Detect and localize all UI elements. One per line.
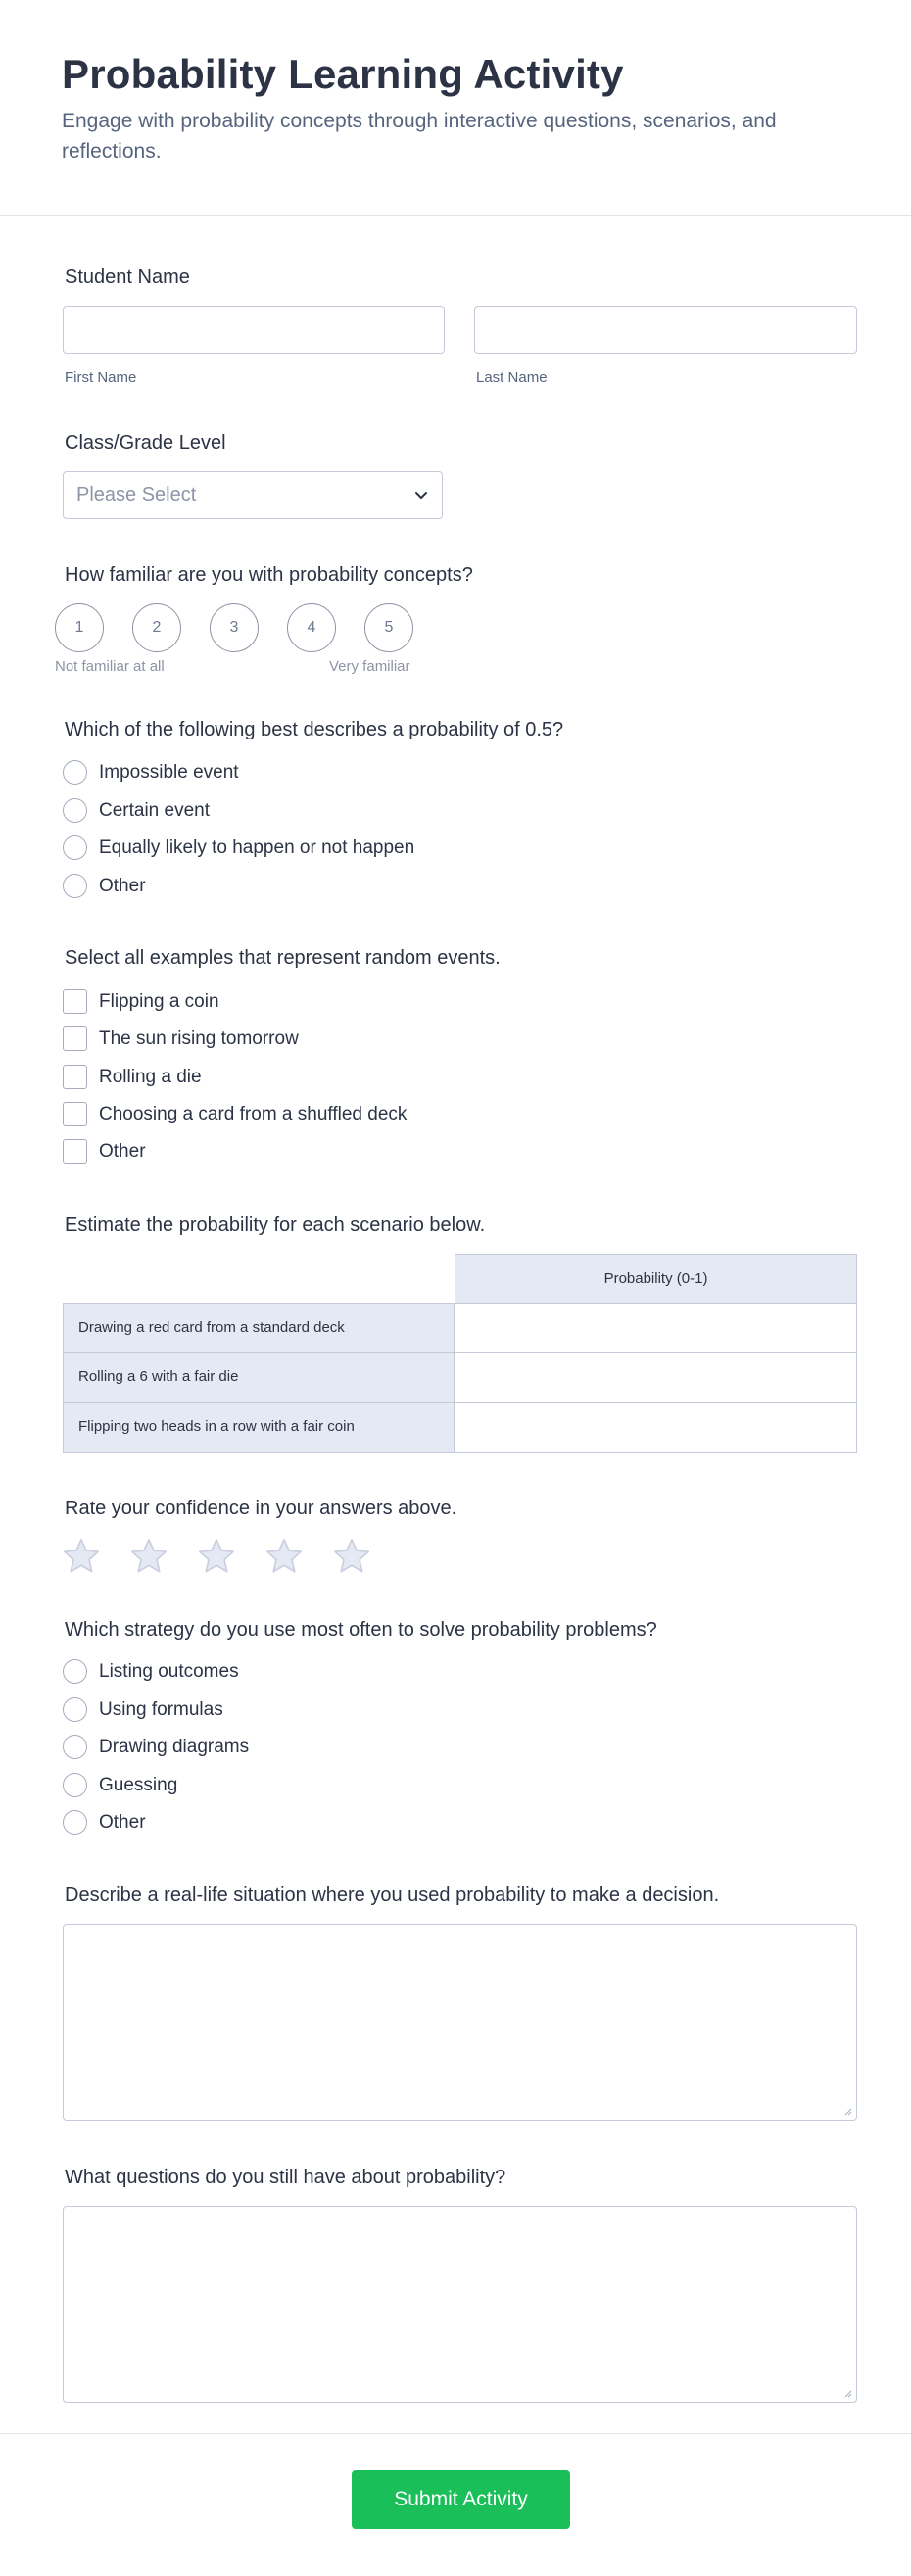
star-icon[interactable] [128, 1536, 169, 1577]
student-name-label: Student Name [65, 266, 190, 288]
checkbox-option-label: The sun rising tomorrow [99, 1028, 299, 1049]
checkbox-option-label: Flipping a coin [99, 991, 219, 1012]
scale-option-2[interactable]: 2 [132, 603, 181, 652]
resize-handle-icon[interactable] [842, 2106, 852, 2116]
last-name-sublabel: Last Name [476, 369, 548, 386]
radio-button[interactable] [63, 1735, 87, 1759]
resize-handle-icon[interactable] [842, 2388, 852, 2398]
form-title: Probability Learning Activity [62, 51, 624, 97]
scale-option-1[interactable]: 1 [55, 603, 104, 652]
first-name-input[interactable] [63, 306, 445, 354]
submit-button[interactable]: Submit Activity [352, 2470, 570, 2529]
checkbox[interactable] [63, 989, 87, 1014]
scale-option-3[interactable]: 3 [210, 603, 259, 652]
matrix-cell-input[interactable] [455, 1403, 857, 1453]
radio-option-label: Using formulas [99, 1699, 223, 1720]
radio-option-label: Impossible event [99, 762, 239, 783]
checkbox[interactable] [63, 1139, 87, 1164]
estimate-matrix [63, 1254, 857, 1453]
radio-option-label: Equally likely to happen or not happen [99, 837, 415, 858]
checkbox[interactable] [63, 1026, 87, 1051]
radio-button[interactable] [63, 874, 87, 898]
radio-button[interactable] [63, 1773, 87, 1797]
checkbox[interactable] [63, 1102, 87, 1126]
scale-low-label: Not familiar at all [55, 658, 165, 675]
chevron-down-icon [412, 486, 430, 503]
radio-option-label: Guessing [99, 1775, 178, 1795]
confidence-label: Rate your confidence in your answers above. [65, 1498, 457, 1519]
form-header [0, 0, 911, 216]
scale-option-4[interactable]: 4 [287, 603, 336, 652]
estimate-label: Estimate the probability for each scenario below. [65, 1215, 486, 1236]
matrix-row-label: Rolling a 6 with a fair die [63, 1353, 455, 1403]
footer-divider [0, 2433, 911, 2434]
radio-button[interactable] [63, 1659, 87, 1684]
matrix-cell-input[interactable] [455, 1353, 857, 1403]
grade-label: Class/Grade Level [65, 432, 226, 453]
matrix-row-label: Drawing a red card from a standard deck [63, 1303, 455, 1353]
strategy-label: Which strategy do you use most often to solve probability problems? [65, 1619, 657, 1641]
first-name-sublabel: First Name [65, 369, 137, 386]
checkbox-option-label: Other [99, 1141, 146, 1162]
radio-option-label: Other [99, 876, 146, 896]
checkbox-option-label: Rolling a die [99, 1067, 202, 1087]
random-events-label: Select all examples that represent random events. [65, 947, 501, 969]
radio-option-label: Certain event [99, 800, 211, 821]
radio-option-label: Drawing diagrams [99, 1737, 250, 1757]
real-life-label: Describe a real-life situation where you used probability to make a decision. [65, 1884, 720, 1906]
radio-button[interactable] [63, 1697, 87, 1722]
star-icon[interactable] [264, 1536, 305, 1577]
questions-label: What questions do you still have about probability? [65, 2167, 506, 2188]
real-life-textarea[interactable] [63, 1924, 857, 2121]
radio-button[interactable] [63, 835, 87, 860]
last-name-input[interactable] [474, 306, 857, 354]
prob-half-label: Which of the following best describes a probability of 0.5? [65, 719, 564, 740]
checkbox[interactable] [63, 1065, 87, 1089]
scale-option-5[interactable]: 5 [364, 603, 413, 652]
star-icon[interactable] [61, 1536, 102, 1577]
radio-option-label: Other [99, 1812, 146, 1833]
familiarity-label: How familiar are you with probability concepts? [65, 564, 473, 586]
matrix-row-label: Flipping two heads in a row with a fair coin [63, 1403, 455, 1453]
radio-button[interactable] [63, 760, 87, 785]
grade-select[interactable] [63, 471, 443, 519]
star-icon[interactable] [196, 1536, 237, 1577]
radio-button[interactable] [63, 1810, 87, 1835]
checkbox-option-label: Choosing a card from a shuffled deck [99, 1104, 408, 1124]
radio-button[interactable] [63, 798, 87, 823]
questions-textarea[interactable] [63, 2206, 857, 2403]
matrix-cell-input[interactable] [455, 1303, 857, 1353]
radio-option-label: Listing outcomes [99, 1661, 239, 1682]
matrix-column-header: Probability (0-1) [455, 1254, 857, 1303]
star-icon[interactable] [331, 1536, 372, 1577]
grade-select-placeholder: Please Select [76, 484, 197, 505]
form-subtitle: Engage with probability concepts through interactive questions, scenarios, and reflections. [62, 110, 777, 163]
scale-high-label: Very familiar [329, 658, 410, 675]
